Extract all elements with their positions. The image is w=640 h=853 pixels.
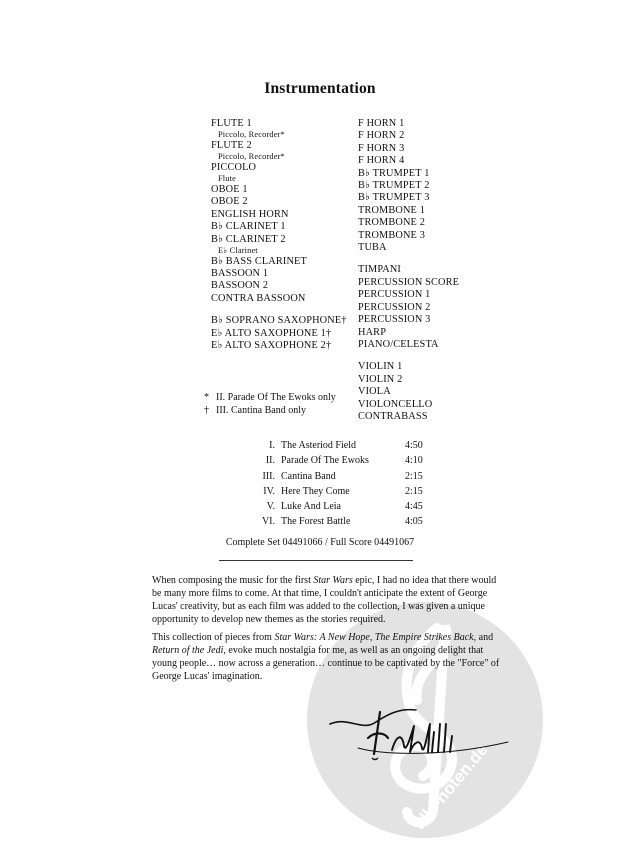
instrument-item: TROMBONE 1 bbox=[358, 204, 426, 216]
instrument-doubling: Flute bbox=[218, 174, 236, 184]
text-run-italic: Star Wars: A New Hope, The Empire Strikes Back, bbox=[274, 632, 477, 643]
instrument-item: TROMBONE 3 bbox=[358, 229, 426, 241]
instrument-item: PERCUSSION SCORE bbox=[358, 276, 460, 288]
movement-duration: 4:05 bbox=[405, 516, 423, 528]
movement-number: I. bbox=[269, 440, 275, 451]
movement-title: Here They Come bbox=[281, 485, 350, 497]
footnote bbox=[204, 405, 336, 418]
instrument-item: B♭ TRUMPET 3 bbox=[358, 192, 430, 204]
instrument-item: VIOLA bbox=[358, 386, 391, 398]
instrument-list-left bbox=[211, 118, 347, 352]
movement-duration: 2:15 bbox=[405, 485, 423, 497]
movement-row bbox=[250, 453, 423, 468]
catalog-numbers: Complete Set 04491066 / Full Score 04491067 bbox=[225, 537, 415, 548]
movement-number: VI. bbox=[261, 516, 275, 528]
instrument-item: FLUTE 1 bbox=[211, 118, 252, 129]
instrument-item: B♭ TRUMPET 1 bbox=[358, 167, 430, 179]
instrument-item: F HORN 1 bbox=[358, 118, 405, 129]
instrument-item: CONTRABASS bbox=[358, 410, 428, 422]
footnote-mark: † bbox=[204, 404, 209, 416]
instrument-item: E♭ ALTO SAXOPHONE 1† bbox=[211, 327, 332, 339]
instrument-item: VIOLIN 1 bbox=[358, 361, 403, 373]
instrument-item: F HORN 2 bbox=[358, 130, 405, 142]
instrument-item: HARP bbox=[358, 326, 387, 338]
instrument-item: B♭ SOPRANO SAXOPHONE† bbox=[211, 315, 347, 327]
instrument-doubling: Piccolo, Recorder* bbox=[218, 152, 285, 162]
instrument-item: PIANO/CELESTA bbox=[358, 338, 439, 350]
footnote bbox=[204, 392, 336, 405]
movement-title: The Forest Battle bbox=[281, 516, 351, 528]
movement-list bbox=[250, 438, 423, 530]
movement-title: Luke And Leia bbox=[281, 501, 341, 513]
instrument-item: VIOLIN 2 bbox=[358, 373, 403, 385]
instrument-item: F HORN 4 bbox=[358, 155, 405, 167]
text-run-italic: Return of the Jedi, bbox=[152, 644, 226, 656]
text-run: epic, I had no idea that there would be many more films to come. At that time, I couldn't anticipate the extent of George Lucas' creativity, but as each film was added to the collection, I was given a unique opportunity to develop new themes as the stories required. bbox=[152, 575, 497, 625]
text-run-italic: Star Wars bbox=[313, 575, 353, 586]
instrument-item: ENGLISH HORN bbox=[211, 208, 289, 220]
movement-duration: 4:50 bbox=[405, 440, 423, 451]
movement-duration: 4:10 bbox=[405, 455, 423, 467]
movement-row bbox=[250, 514, 423, 529]
page-title: Instrumentation bbox=[264, 80, 376, 97]
movement-title: The Asteriod Field bbox=[281, 440, 356, 451]
instrument-item: TROMBONE 2 bbox=[358, 217, 426, 229]
instrument-item: PERCUSSION 2 bbox=[358, 301, 431, 313]
instrument-item: FLUTE 2 bbox=[211, 140, 252, 151]
instrument-item: BASSOON 1 bbox=[211, 268, 269, 280]
instrument-item: OBOE 2 bbox=[211, 196, 248, 208]
footnote-text: III. Cantina Band only bbox=[216, 404, 306, 416]
instrument-item: E♭ ALTO SAXOPHONE 2† bbox=[211, 340, 332, 352]
movement-title: Cantina Band bbox=[281, 470, 336, 482]
instrument-item: TUBA bbox=[358, 242, 387, 254]
second-paragraph bbox=[152, 632, 502, 684]
movement-number: II. bbox=[265, 455, 275, 467]
instrument-item: F HORN 3 bbox=[358, 142, 405, 154]
instrument-item: B♭ TRUMPET 2 bbox=[358, 180, 430, 192]
instrument-doubling: E♭ Clarinet bbox=[218, 246, 258, 256]
instrument-list-right bbox=[358, 118, 459, 423]
movement-row bbox=[250, 438, 423, 453]
instrument-item: OBOE 1 bbox=[211, 184, 248, 195]
instrument-item: B♭ CLARINET 1 bbox=[211, 221, 286, 233]
movement-title: Parade Of The Ewoks bbox=[281, 455, 369, 467]
movement-number: III. bbox=[262, 470, 275, 482]
instrument-item: PERCUSSION 1 bbox=[358, 289, 431, 301]
footnotes bbox=[204, 392, 336, 417]
text-run: When composing the music for the first bbox=[152, 575, 314, 586]
instrument-item: B♭ BASS CLARINET bbox=[211, 255, 307, 267]
watermark-text: alle-noten.de bbox=[409, 740, 492, 833]
movement-number: V. bbox=[266, 501, 275, 513]
footnote-mark: * bbox=[204, 392, 209, 403]
movement-row bbox=[250, 499, 423, 514]
intro-paragraph bbox=[152, 575, 502, 627]
instrument-item: TIMPANI bbox=[358, 264, 402, 276]
instrument-item: B♭ CLARINET 2 bbox=[211, 233, 286, 245]
movement-duration: 2:15 bbox=[405, 470, 423, 482]
divider-rule bbox=[219, 560, 413, 561]
instrument-item: CONTRA BASSOON bbox=[211, 292, 306, 304]
movement-row bbox=[250, 484, 423, 499]
text-run: evoke much nostalgia for me, as well as an ongoing delight that young people… now across a generation… continue to be captivated by the "Force" of George Lucas' imagination. bbox=[152, 644, 500, 682]
movement-row bbox=[250, 469, 423, 484]
footnote-text: II. Parade Of The Ewoks only bbox=[216, 392, 336, 403]
instrument-item: PERCUSSION 3 bbox=[358, 314, 431, 326]
instrument-doubling: Piccolo, Recorder* bbox=[218, 130, 285, 140]
instrument-item: VIOLONCELLO bbox=[358, 398, 433, 410]
text-run: This collection of pieces from bbox=[152, 632, 275, 643]
signature bbox=[328, 702, 518, 764]
text-run: and bbox=[476, 632, 494, 643]
instrument-item: PICCOLO bbox=[211, 162, 257, 173]
movement-duration: 4:45 bbox=[405, 501, 423, 513]
instrument-item: BASSOON 2 bbox=[211, 280, 269, 292]
movement-number: IV. bbox=[263, 485, 275, 497]
